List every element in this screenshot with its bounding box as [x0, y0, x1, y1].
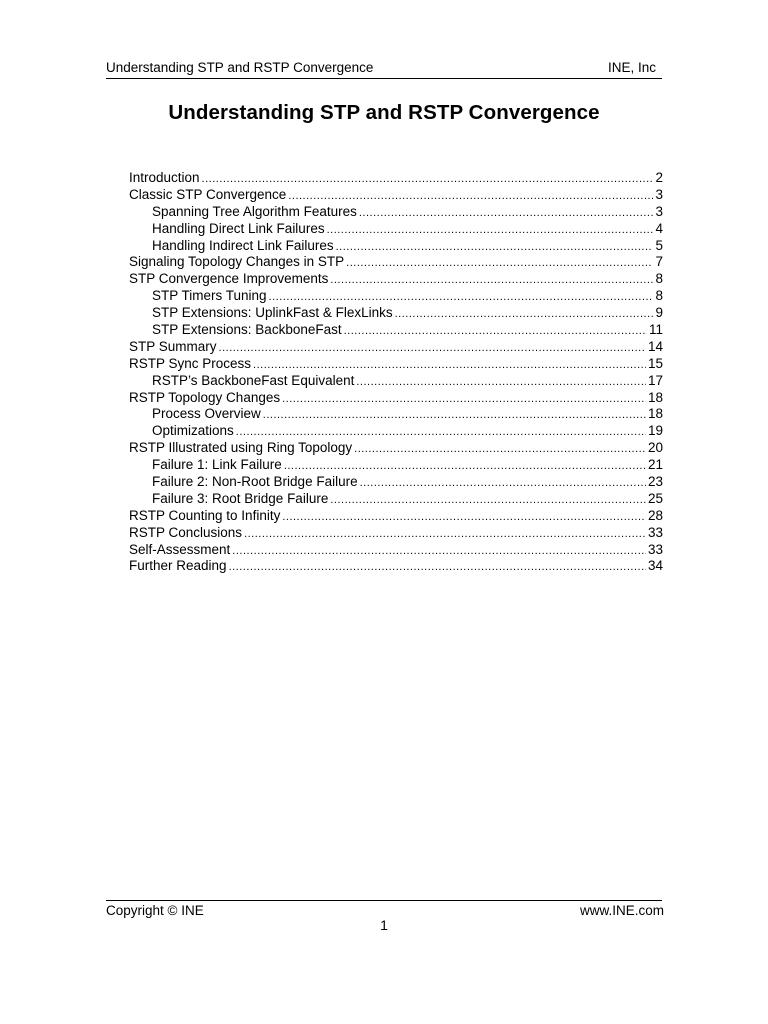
toc-entry[interactable] — [129, 390, 663, 407]
toc-entry-page: 8 — [655, 288, 663, 304]
toc-entry[interactable] — [129, 204, 663, 221]
toc-entry-label: RSTP’s BackboneFast Equivalent — [152, 372, 355, 388]
toc-entry-page: 14 — [647, 338, 663, 354]
toc-entry-label: Introduction — [129, 170, 200, 185]
toc-entry[interactable] — [129, 474, 663, 491]
toc-entry[interactable] — [129, 339, 663, 356]
toc-entry-page: 25 — [647, 490, 663, 506]
toc-entry-label: Failure 3: Root Bridge Failure — [152, 490, 329, 506]
toc-leader-dots — [232, 543, 646, 560]
toc-leader-dots — [219, 340, 646, 357]
toc-entry-page: 34 — [647, 558, 663, 574]
toc-entry-label: Failure 2: Non-Root Bridge Failure — [152, 474, 358, 490]
toc-entry-label: Spanning Tree Algorithm Features — [152, 203, 357, 219]
toc-entry-page: 11 — [648, 322, 663, 338]
toc-entry[interactable] — [129, 457, 663, 474]
toc-entry-page: 5 — [655, 237, 663, 253]
toc-entry-page: 33 — [647, 541, 663, 557]
toc-entry[interactable] — [129, 322, 663, 339]
toc-entry-page: 18 — [647, 406, 663, 422]
toc-leader-dots — [356, 374, 646, 391]
header-company: INE, Inc — [607, 60, 656, 75]
toc-entry-label: STP Extensions: UplinkFast & FlexLinks — [152, 305, 393, 321]
toc-entry-label: Signaling Topology Changes in STP — [129, 254, 345, 270]
toc-entry-page: 20 — [647, 440, 663, 456]
toc-leader-dots — [344, 323, 647, 340]
toc-leader-dots — [202, 171, 653, 188]
toc-entry-label: Process Overview — [152, 406, 261, 422]
toc-entry-label: STP Summary — [129, 338, 217, 354]
toc-entry-page: 4 — [655, 220, 663, 236]
toc-leader-dots — [346, 255, 653, 272]
toc-entry[interactable] — [129, 406, 663, 423]
toc-leader-dots — [244, 526, 646, 543]
toc-leader-dots — [282, 509, 646, 526]
toc-leader-dots — [229, 559, 646, 576]
toc-leader-dots — [354, 441, 646, 458]
toc-entry-page: 15 — [647, 355, 663, 371]
toc-leader-dots — [263, 407, 646, 424]
toc-entry-page: 33 — [647, 524, 663, 540]
page-title: Understanding STP and RSTP Convergence — [168, 101, 600, 124]
toc-leader-dots — [269, 289, 653, 306]
toc-entry-page: 3 — [655, 186, 663, 202]
toc-entry[interactable] — [129, 221, 663, 238]
toc-leader-dots — [360, 475, 646, 492]
toc-leader-dots — [236, 424, 646, 441]
toc-entry[interactable] — [129, 558, 663, 575]
toc-entry[interactable] — [129, 238, 663, 255]
header-doc-title: Understanding STP and RSTP Convergence — [106, 60, 374, 75]
footer-website: www.INE.com — [579, 903, 664, 918]
page-number: 1 — [380, 917, 388, 933]
toc-entry-page: 9 — [655, 305, 663, 321]
toc-entry[interactable] — [129, 508, 663, 525]
toc-leader-dots — [395, 306, 653, 323]
toc-entry-label: Failure 1: Link Failure — [152, 457, 282, 473]
toc-entry-label: STP Extensions: BackboneFast — [152, 322, 342, 338]
toc-entry[interactable] — [129, 525, 663, 542]
toc-entry-page: 28 — [647, 507, 663, 523]
toc-entry[interactable] — [129, 254, 663, 271]
toc-entry-label: RSTP Illustrated using Ring Topology — [129, 440, 353, 456]
toc-leader-dots — [284, 458, 646, 475]
toc-entry[interactable] — [129, 542, 663, 559]
table-of-contents — [129, 170, 663, 575]
toc-entry[interactable] — [129, 440, 663, 457]
toc-leader-dots — [288, 188, 653, 205]
toc-leader-dots — [327, 222, 653, 239]
toc-entry-label: RSTP Sync Process — [129, 355, 252, 371]
toc-entry-page: 7 — [655, 254, 663, 270]
toc-entry[interactable] — [129, 356, 663, 373]
toc-entry-page: 19 — [647, 423, 663, 439]
toc-entry-label: STP Timers Tuning — [152, 288, 267, 304]
toc-entry[interactable] — [129, 305, 663, 322]
toc-entry-page: 8 — [655, 271, 663, 287]
toc-entry-label: RSTP Topology Changes — [129, 389, 281, 405]
toc-entry[interactable] — [129, 491, 663, 508]
toc-entry-label: Classic STP Convergence — [129, 186, 287, 202]
toc-entry-label: Self-Assessment — [129, 541, 231, 557]
toc-entry-label: STP Convergence Improvements — [129, 271, 329, 287]
footer-copyright: Copyright © INE — [106, 903, 204, 918]
toc-leader-dots — [330, 272, 653, 289]
toc-entry-page: 21 — [647, 457, 663, 473]
toc-entry[interactable] — [129, 170, 663, 187]
toc-entry[interactable] — [129, 423, 663, 440]
toc-leader-dots — [336, 239, 653, 256]
toc-entry-label: Handling Direct Link Failures — [152, 220, 325, 236]
toc-entry[interactable] — [129, 288, 663, 305]
toc-leader-dots — [359, 205, 653, 222]
toc-entry-label: Further Reading — [129, 558, 227, 574]
toc-entry-label: RSTP Conclusions — [129, 524, 243, 540]
toc-entry[interactable] — [129, 271, 663, 288]
toc-entry-label: Handling Indirect Link Failures — [152, 237, 334, 253]
toc-entry-page: 2 — [655, 170, 663, 185]
toc-leader-dots — [282, 391, 646, 408]
toc-entry-label: RSTP Counting to Infinity — [129, 507, 281, 523]
toc-leader-dots — [253, 357, 646, 374]
page-header — [106, 58, 662, 79]
toc-entry-label: Optimizations — [152, 423, 234, 439]
toc-entry-page: 3 — [655, 203, 663, 219]
toc-entry[interactable] — [129, 373, 663, 390]
toc-entry-page: 18 — [647, 389, 663, 405]
toc-entry-page: 23 — [647, 474, 663, 490]
toc-leader-dots — [330, 492, 646, 509]
toc-entry-page: 17 — [647, 372, 663, 388]
toc-entry[interactable] — [129, 187, 663, 204]
